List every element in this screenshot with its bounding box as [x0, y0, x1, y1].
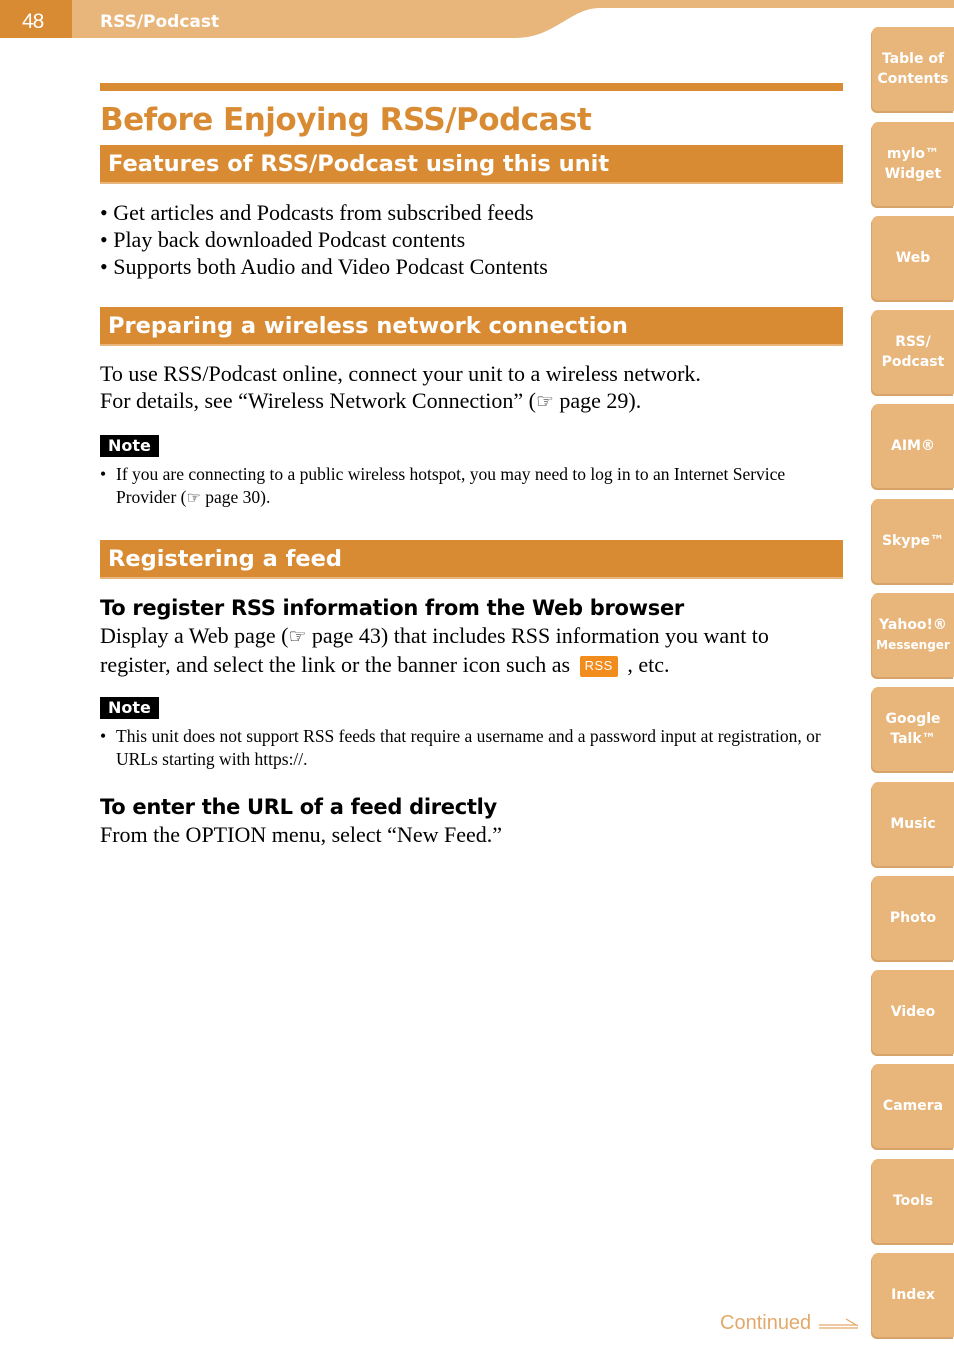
page-header	[0, 0, 954, 46]
preparing-line2-a: For details, see “Wireless Network Connection” (	[100, 388, 536, 413]
tab-video[interactable]	[872, 970, 954, 1054]
arrow-right-icon	[818, 1318, 860, 1330]
tab-aim[interactable]	[872, 404, 954, 488]
header-title: RSS/Podcast	[100, 12, 220, 32]
tab-label: Widget	[884, 166, 942, 182]
tab-label: Table of	[881, 51, 945, 67]
list-item: • Get articles and Podcasts from subscribed feeds	[100, 199, 843, 226]
tab-google-talk[interactable]	[872, 687, 954, 771]
rss-badge-icon: RSS	[580, 656, 618, 677]
list-item: • Play back downloaded Podcast contents	[100, 226, 843, 253]
note-list	[100, 463, 843, 510]
tab-label: Music	[890, 816, 936, 832]
note-label: Note	[100, 697, 159, 719]
tab-label: RSS/	[895, 334, 931, 350]
note-item: • This unit does not support RSS feeds that require a username and a password input at registration, or URLs starting with https://.	[100, 725, 843, 771]
list-item: • Supports both Audio and Video Podcast Contents	[100, 253, 843, 280]
tab-table-of-contents[interactable]	[872, 27, 954, 111]
tab-label: Yahoo!®	[879, 617, 947, 633]
section-heading-features: Features of RSS/Podcast using this unit	[100, 145, 843, 184]
web-browser-text	[100, 622, 843, 678]
continued-label: Continued	[720, 1312, 812, 1334]
subheading-url-direct: To enter the URL of a feed directly	[100, 795, 497, 819]
subheading-web-browser: To register RSS information from the Web browser	[100, 596, 684, 620]
preparing-line2-b: page 29).	[553, 388, 642, 413]
note-list	[100, 725, 843, 771]
tab-mylo-widget[interactable]	[872, 122, 954, 206]
tab-label: Podcast	[881, 354, 945, 370]
tab-label: Google	[885, 711, 941, 727]
tab-label: Skype™	[881, 533, 945, 549]
note-item	[100, 463, 843, 510]
web-browser-text-b: page 43) that includes RSS information you want to register, and select the link or the banner icon such as	[100, 623, 769, 677]
section-heading-registering: Registering a feed	[100, 540, 843, 579]
tab-skype[interactable]	[872, 499, 954, 583]
tab-label: Tools	[892, 1193, 934, 1209]
tab-label: Messenger	[876, 638, 950, 652]
tab-tools[interactable]	[872, 1159, 954, 1243]
tab-camera[interactable]	[872, 1064, 954, 1148]
tab-label: Index	[891, 1287, 935, 1303]
preparing-text	[100, 360, 843, 416]
web-browser-text-a: Display a Web page (	[100, 623, 289, 648]
page-title: Before Enjoying RSS/Podcast	[100, 102, 592, 138]
tab-label: Camera	[882, 1098, 944, 1114]
features-list	[100, 199, 843, 280]
tab-label: Video	[890, 1004, 936, 1020]
tab-label: Talk™	[890, 731, 936, 747]
tab-rss-podcast[interactable]	[872, 310, 954, 394]
note-label: Note	[100, 435, 159, 457]
tab-yahoo-messenger[interactable]	[872, 593, 954, 677]
pointing-hand-icon: ☞	[535, 391, 554, 413]
tab-label: Contents	[877, 71, 949, 87]
tab-music[interactable]	[872, 782, 954, 866]
tab-label: mylo™	[886, 146, 940, 162]
title-rule	[100, 83, 843, 91]
note-text-a: If you are connecting to a public wireless hotspot, you may need to log in to an Internet Service Provider (	[116, 464, 786, 507]
tab-label: AIM®	[891, 438, 935, 454]
pointing-hand-icon: ☞	[288, 626, 307, 648]
tab-photo[interactable]	[872, 876, 954, 960]
preparing-line1: To use RSS/Podcast online, connect your unit to a wireless network.	[100, 361, 701, 386]
tab-label: Web	[895, 250, 931, 266]
pointing-hand-icon: ☞	[186, 490, 201, 507]
section-heading-preparing: Preparing a wireless network connection	[100, 307, 843, 346]
note-text-b: page 30).	[200, 487, 271, 507]
main-content	[100, 83, 843, 848]
tab-web[interactable]	[872, 216, 954, 300]
web-browser-text-c: , etc.	[621, 652, 670, 677]
url-direct-text: From the OPTION menu, select “New Feed.”	[100, 822, 503, 847]
tab-index[interactable]	[872, 1253, 954, 1337]
tab-label: Photo	[889, 910, 937, 926]
page-number: 48	[22, 10, 44, 33]
